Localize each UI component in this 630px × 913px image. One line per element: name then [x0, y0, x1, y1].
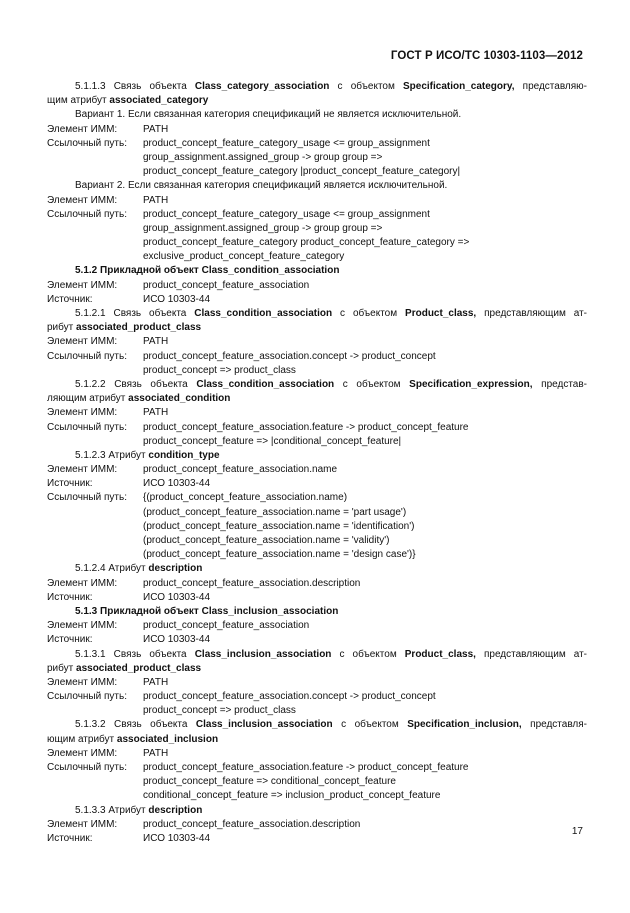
text-run: представляю-	[514, 81, 587, 92]
field-value-continuation: product_concept_feature_category product_concept_feature_category =>	[143, 237, 470, 249]
field-value-continuation: (product_concept_feature_association.name = 'validity')	[143, 535, 390, 546]
field-value: PATH	[143, 747, 169, 759]
text-run: представляющим ат-	[475, 648, 587, 660]
field-row	[47, 194, 587, 208]
field-label: Элемент ИММ:	[47, 818, 118, 830]
paragraph	[47, 264, 587, 278]
field-row	[47, 123, 587, 137]
paragraph-continuation	[47, 733, 587, 747]
bold-term: condition_type	[148, 449, 220, 461]
field-row	[47, 747, 587, 761]
field-value: PATH	[143, 407, 169, 419]
paragraph-continuation	[47, 321, 587, 335]
bold-term: description	[148, 563, 203, 575]
field-row	[47, 477, 587, 491]
field-label: Источник:	[47, 293, 93, 305]
text-run: 5.1.2.1 Связь объекта	[75, 308, 195, 319]
text-run: Вариант 1. Если связанная категория спецификаций не является исключительной.	[75, 109, 462, 121]
field-value: PATH	[143, 336, 169, 348]
text-run: представля-	[521, 719, 587, 731]
text-run: представляющим ат-	[476, 308, 587, 319]
field-value: ИСО 10303-44	[143, 634, 211, 646]
field-value-continuation: product_concept_feature => |conditional_concept_feature|	[143, 435, 402, 447]
field-label: Источник:	[47, 634, 93, 646]
field-row	[47, 350, 587, 364]
field-value: product_concept_feature_association.feature -> product_concept_feature	[143, 762, 469, 773]
text-run: 5.1.2.4 Атрибут	[75, 563, 149, 575]
text-run: 5.1.1.3 Связь объекта	[75, 81, 195, 92]
field-row	[47, 421, 587, 435]
field-label: Ссылочный путь:	[47, 492, 127, 504]
field-value: {(product_concept_feature_association.name)	[143, 492, 348, 504]
field-row	[47, 633, 587, 647]
paragraph	[47, 307, 587, 321]
field-value: product_concept_feature_association.concept -> product_concept	[143, 350, 436, 362]
field-value: ИСО 10303-44	[143, 478, 211, 490]
paragraph-continuation	[47, 392, 587, 406]
field-label: Ссылочный путь:	[47, 208, 127, 220]
text-run: рибут	[47, 662, 77, 674]
paragraph	[47, 562, 587, 576]
text-run: ляющим атрибут	[47, 393, 129, 405]
paragraph	[47, 718, 587, 732]
text-run: ющим атрибут	[47, 733, 117, 745]
field-value: ИСО 10303-44	[143, 832, 211, 844]
bold-term: Class_inclusion_association	[194, 648, 332, 660]
text-run: Вариант 2. Если связанная категория спецификаций является исключительной.	[75, 180, 448, 192]
bold-term: Product_class,	[405, 308, 477, 319]
paragraph-continuation	[47, 662, 587, 676]
bold-term: Class_inclusion_association	[195, 719, 333, 731]
field-value-continuation: group_assignment.assigned_group -> group group =>	[143, 151, 383, 163]
bold-term: associated_product_class	[76, 662, 202, 674]
field-row	[47, 676, 587, 690]
field-value-continuation: product_concept => product_class	[143, 705, 296, 717]
field-label: Ссылочный путь:	[47, 137, 127, 149]
text-run: щим атрибут	[47, 95, 110, 107]
field-label: Ссылочный путь:	[47, 762, 127, 773]
field-value: ИСО 10303-44	[143, 293, 211, 305]
field-row	[47, 208, 587, 222]
field-value: product_concept_feature_association.name	[143, 464, 338, 476]
text-run: представ-	[532, 378, 587, 390]
text-run: 5.1.3.1 Связь объекта	[75, 648, 195, 660]
field-value-continuation: conditional_concept_feature => inclusion_product_concept_feature	[143, 790, 441, 802]
field-value-continuation: (product_concept_feature_association.name = 'identification')	[143, 520, 415, 532]
bold-term: Specification_expression,	[409, 378, 533, 390]
text-run: с объектом	[332, 308, 406, 319]
field-value: product_concept_feature_category_usage <= group_assignment	[143, 208, 430, 220]
field-value: product_concept_feature_association.description	[143, 577, 361, 589]
bold-term: associated_inclusion	[116, 733, 219, 745]
paragraph	[47, 804, 587, 818]
field-label: Ссылочный путь:	[47, 350, 127, 362]
field-value-continuation: (product_concept_feature_association.name = 'design case')}	[143, 549, 416, 561]
field-value: ИСО 10303-44	[143, 591, 211, 603]
field-row	[47, 335, 587, 349]
paragraph-continuation	[47, 94, 587, 108]
field-row	[47, 832, 587, 846]
field-value-continuation: product_concept_feature => conditional_concept_feature	[143, 776, 396, 788]
field-label: Элемент ИММ:	[47, 407, 118, 419]
field-label: Элемент ИММ:	[47, 123, 118, 135]
field-value: product_concept_feature_association.concept -> product_concept	[143, 691, 436, 703]
field-row	[47, 591, 587, 605]
text-run: 5.1.2.2 Связь объекта	[75, 378, 197, 390]
paragraph	[47, 648, 587, 662]
bold-term: 5.1.3 Прикладной объект Class_inclusion_association	[75, 605, 339, 617]
bold-term: associated_category	[109, 95, 209, 107]
bold-term: Specification_category,	[402, 81, 515, 92]
field-label: Источник:	[47, 478, 93, 490]
text-run: 5.1.2.3 Атрибут	[75, 449, 149, 461]
paragraph	[47, 179, 587, 193]
text-run: с объектом	[331, 648, 405, 660]
field-value: product_concept_feature_association.feature -> product_concept_feature	[143, 421, 469, 433]
bold-term: Class_condition_association	[194, 308, 333, 319]
field-label: Ссылочный путь:	[47, 421, 127, 433]
bold-term: associated_condition	[128, 393, 231, 405]
field-value: PATH	[143, 123, 169, 135]
field-label: Источник:	[47, 591, 93, 603]
field-row	[47, 690, 587, 704]
field-value-continuation: product_concept => product_class	[143, 364, 296, 376]
field-value-continuation: exclusive_product_concept_feature_category	[143, 251, 345, 263]
bold-term: Class_condition_association	[196, 378, 335, 390]
field-label: Элемент ИММ:	[47, 279, 118, 291]
document-header: ГОСТ Р ИСО/ТС 10303-1103—2012	[390, 50, 583, 62]
field-value-continuation: product_concept_feature_category |product_concept_feature_category|	[143, 166, 461, 178]
field-label: Элемент ИММ:	[47, 464, 118, 476]
field-value: product_concept_feature_association	[143, 279, 310, 291]
field-label: Элемент ИММ:	[47, 194, 118, 206]
field-row	[47, 406, 587, 420]
field-value: PATH	[143, 676, 169, 688]
field-label: Элемент ИММ:	[47, 620, 118, 632]
field-row	[47, 619, 587, 633]
field-row	[47, 818, 587, 832]
bold-term: 5.1.2 Прикладной объект Class_condition_association	[75, 265, 340, 277]
field-row	[47, 463, 587, 477]
bold-term: Product_class,	[404, 648, 476, 660]
paragraph	[47, 378, 587, 392]
bold-term: associated_product_class	[76, 322, 202, 334]
field-row	[47, 137, 587, 151]
field-row	[47, 491, 587, 505]
field-value: PATH	[143, 194, 169, 206]
field-row	[47, 279, 587, 293]
paragraph	[47, 80, 587, 94]
text-run: с объектом	[334, 378, 410, 390]
field-value-continuation: group_assignment.assigned_group -> group group =>	[143, 222, 383, 234]
text-run: 5.1.3.3 Атрибут	[75, 804, 149, 816]
paragraph	[47, 449, 587, 463]
page-number: 17	[571, 826, 583, 837]
field-row	[47, 293, 587, 307]
field-value: product_concept_feature_category_usage <= group_assignment	[143, 137, 430, 149]
text-run: 5.1.3.2 Связь объекта	[75, 719, 196, 731]
field-value-continuation: (product_concept_feature_association.name = 'part usage')	[143, 506, 407, 518]
field-value: product_concept_feature_association	[143, 620, 310, 632]
field-label: Источник:	[47, 832, 93, 844]
bold-term: description	[148, 804, 203, 816]
field-value: product_concept_feature_association.description	[143, 818, 361, 830]
field-row	[47, 761, 587, 775]
field-label: Элемент ИММ:	[47, 336, 118, 348]
text-run: с объектом	[329, 81, 403, 92]
bold-term: Specification_inclusion,	[407, 719, 522, 731]
document-body	[47, 80, 587, 846]
field-row	[47, 577, 587, 591]
bold-term: Class_category_association	[194, 81, 330, 92]
paragraph	[47, 605, 587, 619]
field-label: Элемент ИММ:	[47, 676, 118, 688]
field-label: Элемент ИММ:	[47, 577, 118, 589]
text-run: с объектом	[332, 719, 408, 731]
paragraph	[47, 108, 587, 122]
text-run: рибут	[47, 322, 77, 334]
field-label: Элемент ИММ:	[47, 747, 118, 759]
field-label: Ссылочный путь:	[47, 691, 127, 703]
